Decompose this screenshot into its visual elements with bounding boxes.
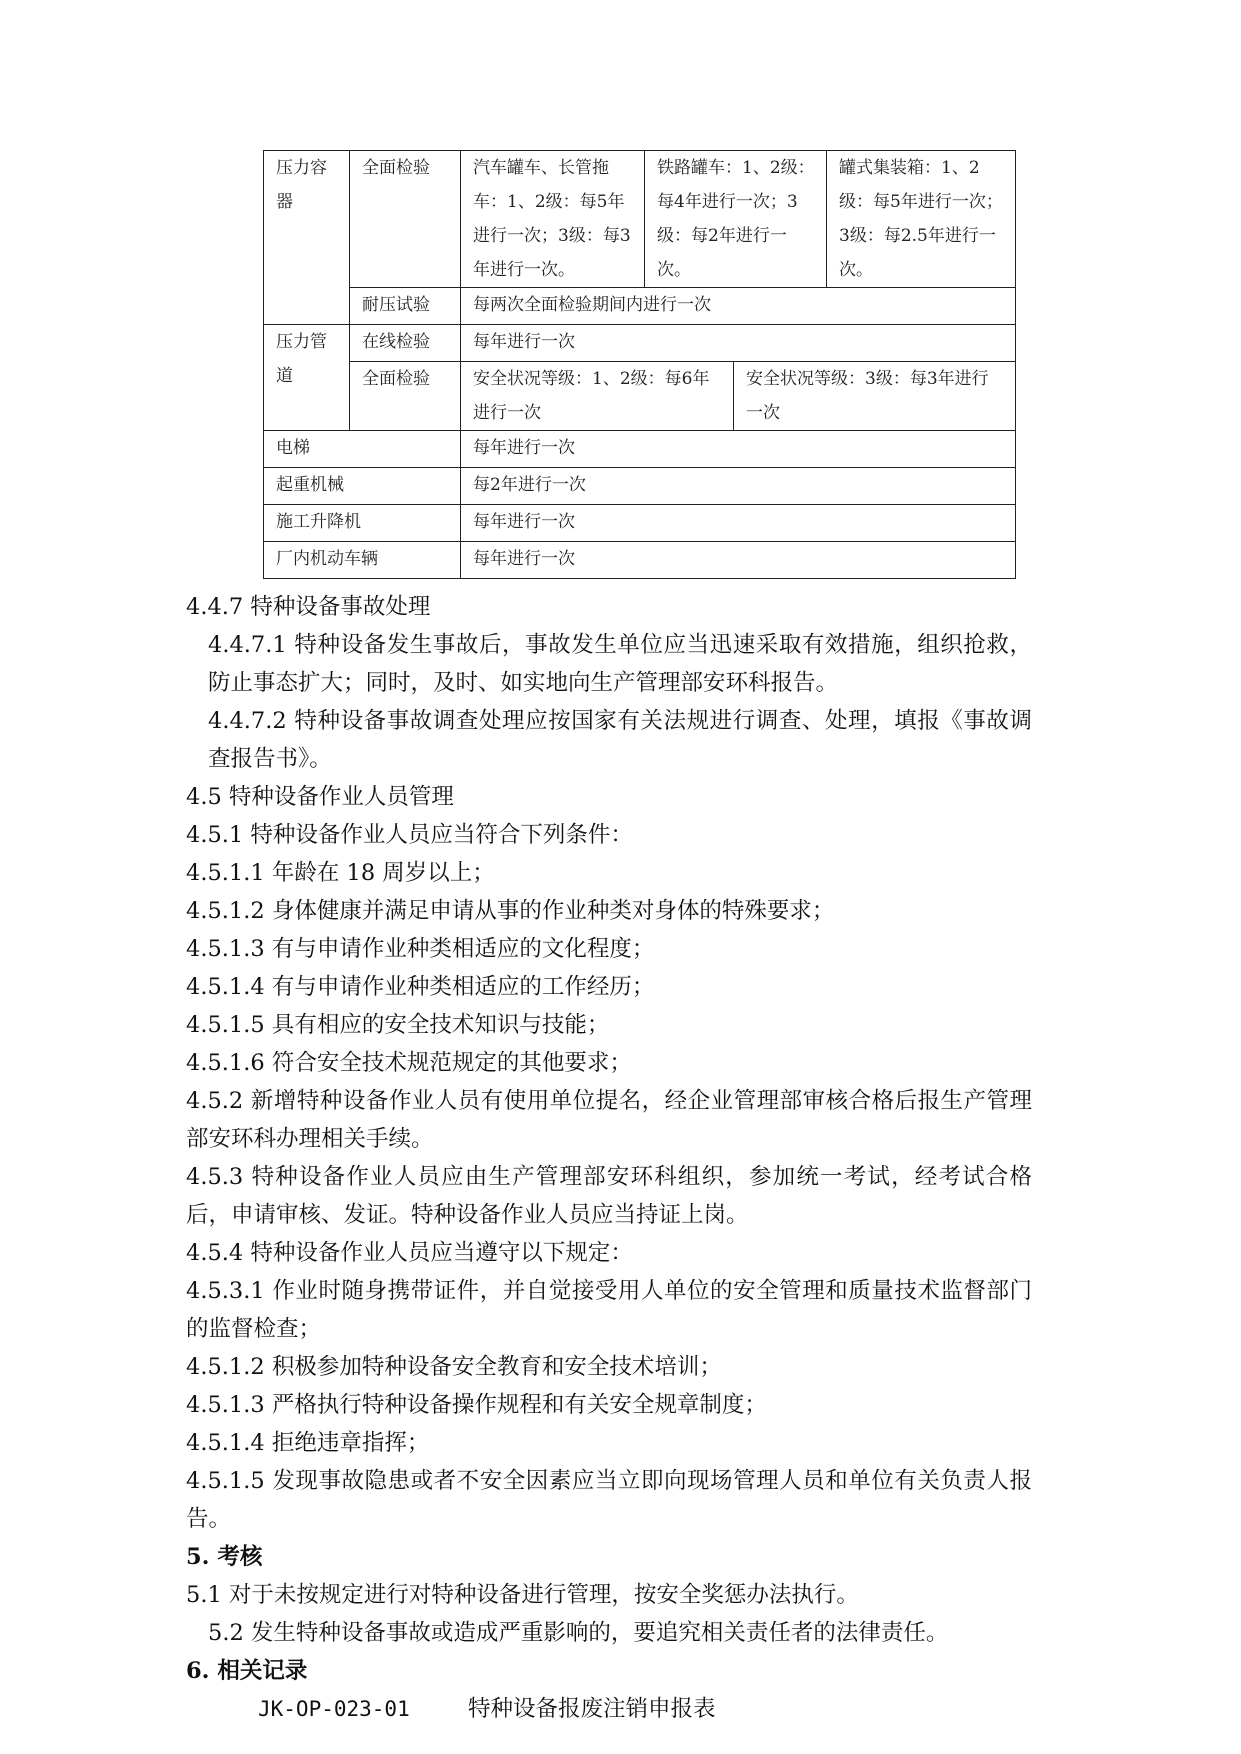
list-item: 4.5.1.2 身体健康并满足申请从事的作业种类对身体的特殊要求；	[186, 898, 835, 924]
cell-rail-tanker: 铁路罐车：1、2级：每4年进行一次；3级：每2年进行一次。	[645, 151, 827, 288]
table-row	[264, 325, 1016, 362]
paragraph: 4.4.7.1 特种设备发生事故后，事故发生单位应当迅速采取有效措施，组织抢救，防止事态扩大；同时，及时、如实地向生产管理部安环科报告。	[208, 632, 1032, 696]
document-body	[186, 588, 1032, 1728]
list-item: 4.5.1.4 有与申请作业种类相适应的工作经历；	[186, 974, 655, 1000]
category-construction-hoist: 施工升降机	[264, 505, 461, 542]
list-item: 4.5.1.5 具有相应的安全技术知识与技能；	[186, 1012, 610, 1038]
table-row	[264, 431, 1016, 468]
section-heading: 4.5 特种设备作业人员管理	[186, 784, 454, 810]
list-item: 4.5.1.5 发现事故隐患或者不安全因素应当立即向现场管理人员和单位有关负责人报告。	[186, 1468, 1032, 1532]
list-item: 4.5.1.3 有与申请作业种类相适应的文化程度；	[186, 936, 655, 962]
cell-grade12: 安全状况等级：1、2级：每6年进行一次	[461, 362, 734, 431]
cell-elevator-freq: 每年进行一次	[461, 431, 1016, 468]
record-name: 特种设备报废注销申报表	[468, 1696, 716, 1722]
list-item: 4.5.3.1 作业时随身携带证件，并自觉接受用人单位的安全管理和质量技术监督部门的监督检查；	[186, 1278, 1032, 1342]
cell-plant-vehicle-freq: 每年进行一次	[461, 542, 1016, 579]
paragraph: 4.5.4 特种设备作业人员应当遵守以下规定：	[186, 1240, 633, 1266]
category-pressure-pipe: 压力管道	[264, 325, 350, 431]
table-row	[264, 542, 1016, 579]
list-item: 4.5.1.3 严格执行特种设备操作规程和有关安全规章制度；	[186, 1392, 767, 1418]
paragraph: 4.5.3 特种设备作业人员应由生产管理部安环科组织，参加统一考试，经考试合格后，申请审核、发证。特种设备作业人员应当持证上岗。	[186, 1164, 1032, 1228]
paragraph: 4.4.7.2 特种设备事故调查处理应按国家有关法规进行调查、处理，填报《事故调查报告书》。	[208, 708, 1032, 772]
table-row	[264, 288, 1016, 325]
paragraph: 4.5.2 新增特种设备作业人员有使用单位提名，经企业管理部审核合格后报生产管理部安环科办理相关手续。	[186, 1088, 1032, 1152]
list-item: 4.5.1.6 符合安全技术规范规定的其他要求；	[186, 1050, 632, 1076]
paragraph: 5.1 对于未按规定进行对特种设备进行管理，按安全奖惩办法执行。	[186, 1582, 859, 1608]
cell-pressure-test-freq: 每两次全面检验期间内进行一次	[461, 288, 1016, 325]
item-full-inspection: 全面检验	[350, 151, 461, 288]
table-row	[264, 151, 1016, 288]
inspection-schedule-table	[263, 150, 1016, 579]
category-pressure-vessel: 压力容器	[264, 151, 350, 325]
section-heading: 4.4.7 特种设备事故处理	[186, 594, 431, 620]
paragraph: 4.5.1 特种设备作业人员应当符合下列条件：	[186, 822, 633, 848]
section-heading: 6. 相关记录	[186, 1658, 308, 1684]
list-item: 4.5.1.4 拒绝违章指挥；	[186, 1430, 430, 1456]
item-full-inspection: 全面检验	[350, 362, 461, 431]
cell-car-tanker: 汽车罐车、长管拖车：1、2级：每5年进行一次；3级：每3年进行一次。	[461, 151, 645, 288]
category-plant-vehicle: 厂内机动车辆	[264, 542, 461, 579]
paragraph: 5.2 发生特种设备事故或造成严重影响的，要追究相关责任者的法律责任。	[208, 1620, 949, 1646]
cell-grade3: 安全状况等级：3级：每3年进行一次	[734, 362, 1016, 431]
cell-construction-hoist-freq: 每年进行一次	[461, 505, 1016, 542]
list-item: 4.5.1.1 年龄在 18 周岁以上；	[186, 860, 495, 886]
table-row	[264, 468, 1016, 505]
table-row	[264, 362, 1016, 431]
category-crane: 起重机械	[264, 468, 461, 505]
cell-online-freq: 每年进行一次	[461, 325, 1016, 362]
category-elevator: 电梯	[264, 431, 461, 468]
list-item: 4.5.1.2 积极参加特种设备安全教育和安全技术培训；	[186, 1354, 722, 1380]
section-heading: 5. 考核	[186, 1544, 263, 1570]
table-row	[264, 505, 1016, 542]
item-online-inspection: 在线检验	[350, 325, 461, 362]
item-pressure-test: 耐压试验	[350, 288, 461, 325]
cell-tank-container: 罐式集装箱：1、2级：每5年进行一次；3级：每2.5年进行一次。	[827, 151, 1016, 288]
record-entry	[186, 1690, 1032, 1728]
cell-crane-freq: 每2年进行一次	[461, 468, 1016, 505]
record-code: JK-OP-023-01	[258, 1697, 410, 1721]
